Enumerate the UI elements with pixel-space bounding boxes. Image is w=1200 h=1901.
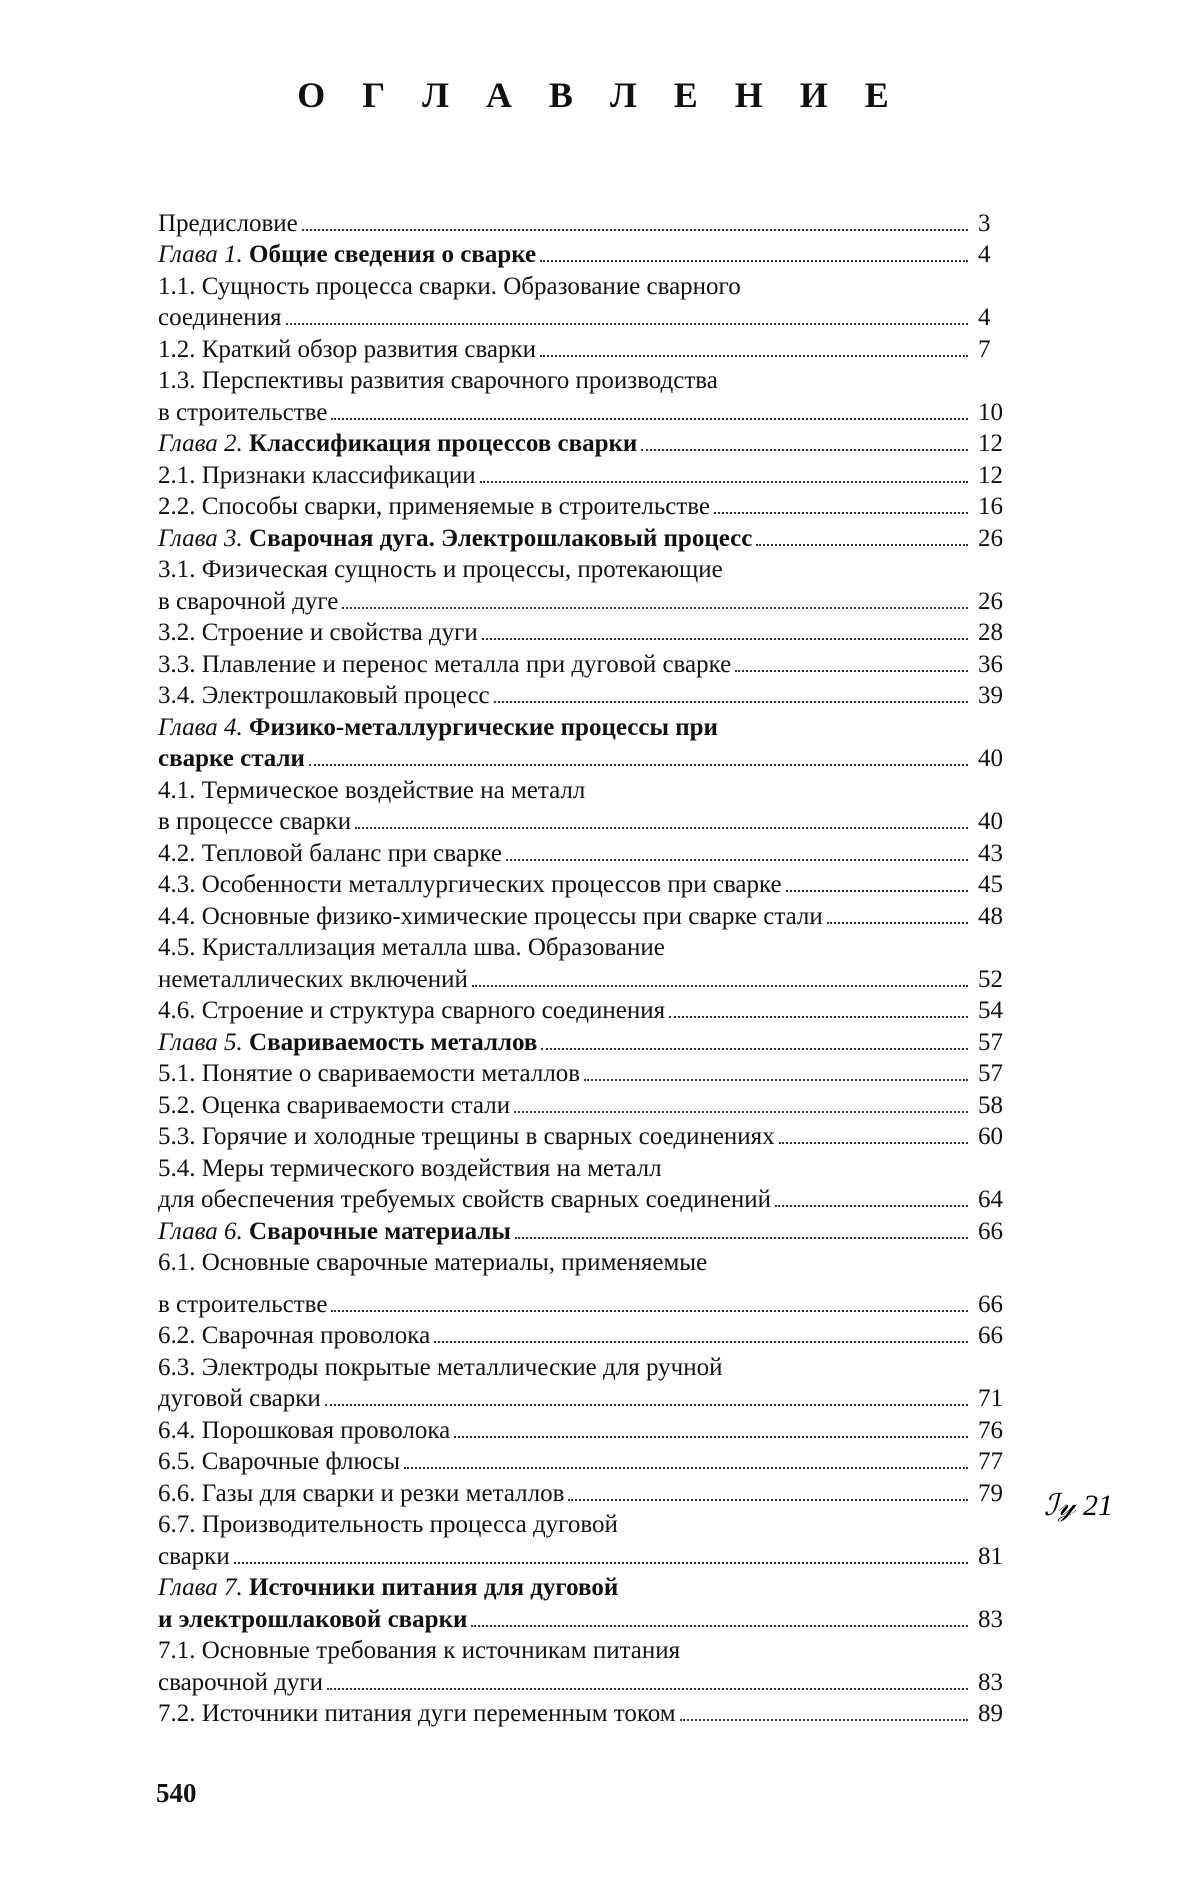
entry-text — [158, 1029, 537, 1057]
toc-entry — [158, 553, 1038, 585]
toc-entry — [158, 1382, 1038, 1414]
page-ref: 83 — [978, 1605, 1003, 1633]
entry-title: 5.1. Понятие о свариваемости металлов — [158, 1060, 581, 1087]
entry-title: 4.2. Тепловой баланс при сварке — [158, 839, 502, 867]
entry-title: 4.6. Строение и структура сварного соединения — [158, 997, 666, 1024]
dot-leader — [471, 1625, 968, 1627]
toc-entry — [158, 490, 1038, 522]
dot-leader — [494, 701, 968, 703]
entry-text — [158, 745, 305, 773]
page-ref: 52 — [978, 965, 1003, 993]
dot-leader — [669, 1016, 968, 1018]
entry-text — [158, 651, 731, 679]
dot-leader — [714, 512, 968, 514]
entry-text — [158, 367, 718, 395]
toc-entry — [158, 742, 1038, 774]
page-ref: 71 — [978, 1385, 1003, 1412]
toc-entry — [158, 269, 1038, 301]
entry-title: соединения — [158, 304, 282, 331]
entry-title: Классификация процессов сварки — [249, 430, 638, 457]
entry-text — [158, 462, 476, 490]
page-ref: 10 — [978, 398, 1003, 426]
toc-entry — [158, 773, 1038, 805]
entry-text — [158, 682, 490, 710]
entry-text — [158, 430, 637, 458]
entry-title: в строительстве — [158, 398, 328, 426]
entry-text — [158, 1574, 618, 1602]
dot-leader — [540, 355, 968, 357]
page-ref: 3 — [978, 209, 991, 237]
dot-leader — [641, 449, 968, 451]
entry-text — [158, 1606, 467, 1634]
dot-leader — [827, 922, 968, 924]
entry-text — [158, 1385, 321, 1413]
page-ref: 76 — [978, 1416, 1003, 1444]
page-ref: 77 — [978, 1448, 1003, 1475]
entry-title: 5.4. Меры термического воздействия на металл — [158, 1154, 662, 1182]
page-ref: 36 — [978, 650, 1003, 678]
entry-title: сварке стали — [158, 745, 305, 772]
page-ref: 40 — [978, 745, 1003, 772]
entry-text — [158, 241, 536, 269]
page-number: 540 — [156, 1778, 197, 1808]
toc-entry — [158, 1246, 1038, 1278]
entry-text — [158, 1123, 775, 1151]
entry-title: Сварочная дуга. Электрошлаковый процесс — [249, 524, 753, 552]
entry-text — [158, 997, 665, 1025]
entry-text — [158, 1060, 580, 1088]
entry-title: 3.3. Плавление и перенос металла при дуговой сварке — [158, 650, 732, 678]
entry-text — [158, 273, 741, 301]
page-ref: 81 — [978, 1542, 1003, 1570]
entry-title: 7.2. Источники питания дуги переменным током — [158, 1700, 676, 1727]
page-ref: 57 — [978, 1028, 1003, 1056]
entry-title: 4.5. Кристаллизация металла шва. Образование — [158, 934, 665, 961]
entry-text — [158, 588, 338, 616]
toc-chapter-entry — [158, 521, 1038, 553]
page-ref: 60 — [978, 1123, 1003, 1150]
page-ref: 16 — [978, 493, 1003, 520]
entry-title: 6.3. Электроды покрытые металлические для ручной — [158, 1353, 723, 1381]
dot-leader — [302, 229, 968, 231]
dot-leader — [286, 323, 969, 325]
toc-entry — [158, 805, 1038, 837]
dot-leader — [480, 481, 968, 483]
chapter-label: Глава 1. — [158, 241, 243, 268]
toc-chapter-entry — [158, 427, 1038, 459]
entry-title: 6.1. Основные сварочные материалы, применяемые — [158, 1249, 708, 1276]
entry-title: Предисловие — [158, 209, 298, 237]
entry-text — [158, 934, 665, 962]
dot-leader — [234, 1562, 968, 1564]
entry-title: в процессе сварки — [158, 808, 352, 835]
page-ref: 54 — [978, 997, 1003, 1024]
entry-text — [158, 777, 585, 805]
entry-text — [158, 1092, 510, 1120]
entry-title: и электрошлаковой сварки — [158, 1605, 468, 1633]
dot-leader — [472, 985, 968, 987]
entry-text — [158, 903, 823, 931]
dot-leader — [404, 1467, 968, 1469]
toc-entry — [158, 868, 1038, 900]
page-ref: 26 — [978, 524, 1003, 552]
toc-chapter-entry — [158, 1214, 1038, 1246]
toc-chapter-entry — [158, 1025, 1038, 1057]
dot-leader — [355, 827, 968, 829]
toc-entry — [158, 1508, 1038, 1540]
dot-leader — [515, 1237, 968, 1239]
page-ref: 58 — [978, 1091, 1003, 1119]
toc-entry — [158, 1665, 1038, 1697]
page-ref: 79 — [978, 1479, 1003, 1507]
entry-title: 3.4. Электрошлаковый процесс — [158, 682, 490, 709]
toc-entry — [158, 1350, 1038, 1382]
dot-leader — [786, 890, 968, 892]
dot-leader — [735, 670, 968, 672]
entry-title: 5.3. Горячие и холодные трещины в сварных соединениях — [158, 1123, 775, 1150]
dot-leader — [568, 1499, 968, 1501]
entry-text — [158, 1480, 564, 1508]
entry-title: неметаллических включений — [158, 965, 468, 993]
page-ref: 48 — [978, 902, 1003, 930]
entry-text — [158, 1700, 676, 1728]
entry-title: 2.2. Способы сварки, применяемые в строительстве — [158, 493, 711, 520]
toc-entry — [158, 1088, 1038, 1120]
toc-entry — [158, 332, 1038, 364]
toc-entry — [158, 647, 1038, 679]
toc-entry — [158, 1151, 1038, 1183]
page-ref: 26 — [978, 587, 1003, 615]
dot-leader — [454, 1436, 968, 1438]
toc-entry — [158, 1539, 1038, 1571]
entry-title: 4.3. Особенности металлургических процессов при сварке — [158, 871, 782, 898]
entry-text — [158, 1448, 400, 1476]
dot-leader — [540, 260, 968, 262]
dot-leader — [775, 1205, 968, 1207]
page-ref: 83 — [978, 1668, 1003, 1696]
entry-title: Общие сведения о сварке — [249, 241, 537, 268]
entry-text — [158, 210, 298, 238]
toc-chapter-entry — [158, 710, 1038, 742]
toc-entry — [158, 836, 1038, 868]
toc-entry — [158, 616, 1038, 648]
dot-leader — [342, 607, 968, 609]
chapter-label: Глава 7. — [158, 1574, 243, 1601]
page-ref: 4 — [978, 241, 991, 268]
entry-title: 7.1. Основные требования к источникам питания — [158, 1637, 681, 1664]
entry-text — [158, 304, 282, 332]
toc-entry — [158, 206, 1038, 238]
entry-text — [158, 714, 718, 742]
table-of-contents — [158, 206, 1038, 1728]
page-ref: 12 — [978, 461, 1003, 489]
page-ref: 43 — [978, 839, 1003, 867]
dot-leader — [779, 1142, 968, 1144]
toc-entry — [158, 301, 1038, 333]
page-ref: 28 — [978, 619, 1003, 646]
toc-entry — [158, 899, 1038, 931]
page-ref: 57 — [978, 1060, 1003, 1087]
dot-leader — [514, 1111, 968, 1113]
entry-text — [158, 1249, 707, 1277]
entry-text — [158, 1291, 327, 1319]
chapter-label: Глава 5. — [158, 1028, 243, 1056]
dot-leader — [541, 1048, 968, 1050]
toc-entry — [158, 1602, 1038, 1634]
entry-title: 1.1. Сущность процесса сварки. Образование сварного — [158, 272, 741, 300]
entry-text — [158, 840, 502, 868]
entry-title: 3.2. Строение и свойства дуги — [158, 619, 478, 646]
entry-title: 6.7. Производительность процесса дуговой — [158, 1511, 618, 1538]
toc-entry — [158, 364, 1038, 396]
entry-text — [158, 493, 710, 521]
entry-text — [158, 1354, 722, 1382]
entry-title: 5.2. Оценка свариваемости стали — [158, 1091, 511, 1119]
dot-leader — [482, 638, 968, 640]
entry-text — [158, 1511, 618, 1539]
entry-title: сварки — [158, 1542, 230, 1570]
toc-entry — [158, 1319, 1038, 1351]
toc-entry — [158, 1445, 1038, 1477]
entry-text — [158, 556, 723, 584]
entry-title: для обеспечения требуемых свойств сварных соединений — [158, 1186, 772, 1213]
entry-title: 6.2. Сварочная проволока — [158, 1322, 431, 1349]
entry-title: 2.1. Признаки классификации — [158, 461, 476, 489]
entry-text — [158, 1186, 771, 1214]
entry-text — [158, 966, 468, 994]
entry-title: Сварочные материалы — [249, 1217, 511, 1245]
entry-title: 1.3. Перспективы развития сварочного производства — [158, 367, 718, 394]
toc-entry — [158, 458, 1038, 490]
page-ref: 66 — [978, 1322, 1003, 1349]
dot-leader — [331, 418, 968, 420]
entry-title: 6.5. Сварочные флюсы — [158, 1448, 401, 1475]
page-ref: 66 — [978, 1217, 1003, 1245]
dot-leader — [309, 764, 968, 766]
chapter-label: Глава 4. — [158, 713, 243, 741]
dot-leader — [331, 1310, 968, 1312]
toc-entry — [158, 1183, 1038, 1215]
entry-text — [158, 1155, 662, 1183]
entry-title: в строительстве — [158, 1290, 328, 1318]
entry-text — [158, 619, 478, 647]
toc-entry — [158, 1634, 1038, 1666]
entry-text — [158, 525, 752, 553]
chapter-label: Глава 3. — [158, 524, 243, 552]
dot-leader — [325, 1404, 968, 1406]
page-title: О Г Л А В Л Е Н И Е — [297, 75, 903, 115]
entry-text — [158, 1543, 230, 1571]
entry-text — [158, 1669, 323, 1697]
toc-entry — [158, 962, 1038, 994]
entry-title: сварочной дуги — [158, 1668, 323, 1696]
page-ref: 66 — [978, 1290, 1003, 1318]
entry-title: в сварочной дуге — [158, 587, 339, 615]
page-ref: 64 — [978, 1186, 1003, 1213]
entry-title: Источники питания для дуговой — [249, 1574, 619, 1601]
dot-leader — [756, 544, 968, 546]
dot-leader — [584, 1079, 968, 1081]
toc-entry — [158, 1413, 1038, 1445]
toc-entry — [158, 931, 1038, 963]
entry-title: 3.1. Физическая сущность и процессы, протекающие — [158, 556, 723, 583]
entry-title: 1.2. Краткий обзор развития сварки — [158, 335, 537, 363]
toc-entry — [158, 1697, 1038, 1729]
dot-leader — [434, 1341, 968, 1343]
entry-text — [158, 808, 351, 836]
dot-leader — [506, 859, 968, 861]
page-ref: 4 — [978, 304, 991, 331]
entry-text — [158, 1417, 450, 1445]
entry-text — [158, 336, 536, 364]
entry-text — [158, 871, 782, 899]
chapter-label: Глава 6. — [158, 1217, 243, 1245]
handwritten-note: ℐ𝓎 21 — [1044, 1489, 1114, 1522]
entry-title: 4.4. Основные физико-химические процессы при сварке стали — [158, 902, 823, 930]
entry-title: 6.6. Газы для сварки и резки металлов — [158, 1479, 565, 1507]
toc-entry — [158, 994, 1038, 1026]
toc-chapter-entry — [158, 1571, 1038, 1603]
toc-entry — [158, 1476, 1038, 1508]
toc-entry — [158, 395, 1038, 427]
page-ref: 7 — [978, 335, 991, 363]
entry-text — [158, 1218, 511, 1246]
dot-leader — [680, 1719, 968, 1721]
entry-title: 6.4. Порошковая проволока — [158, 1416, 451, 1444]
toc-entry — [158, 584, 1038, 616]
toc-entry — [158, 1287, 1038, 1319]
entry-text — [158, 399, 327, 427]
toc-entry — [158, 679, 1038, 711]
entry-title: Свариваемость металлов — [249, 1028, 538, 1056]
chapter-label: Глава 2. — [158, 430, 243, 457]
entry-text — [158, 1637, 680, 1665]
dot-leader — [327, 1688, 968, 1690]
toc-entry — [158, 1057, 1038, 1089]
page-ref: 40 — [978, 808, 1003, 835]
page-ref: 45 — [978, 871, 1003, 898]
page-ref: 89 — [978, 1700, 1003, 1727]
entry-title: Физико-металлургические процессы при — [249, 713, 718, 741]
toc-entry — [158, 1120, 1038, 1152]
entry-title: дуговой сварки — [158, 1385, 321, 1412]
page-ref: 39 — [978, 682, 1003, 709]
entry-text — [158, 1322, 430, 1350]
page-ref: 12 — [978, 430, 1003, 457]
toc-chapter-entry — [158, 238, 1038, 270]
entry-title: 4.1. Термическое воздействие на металл — [158, 776, 586, 804]
